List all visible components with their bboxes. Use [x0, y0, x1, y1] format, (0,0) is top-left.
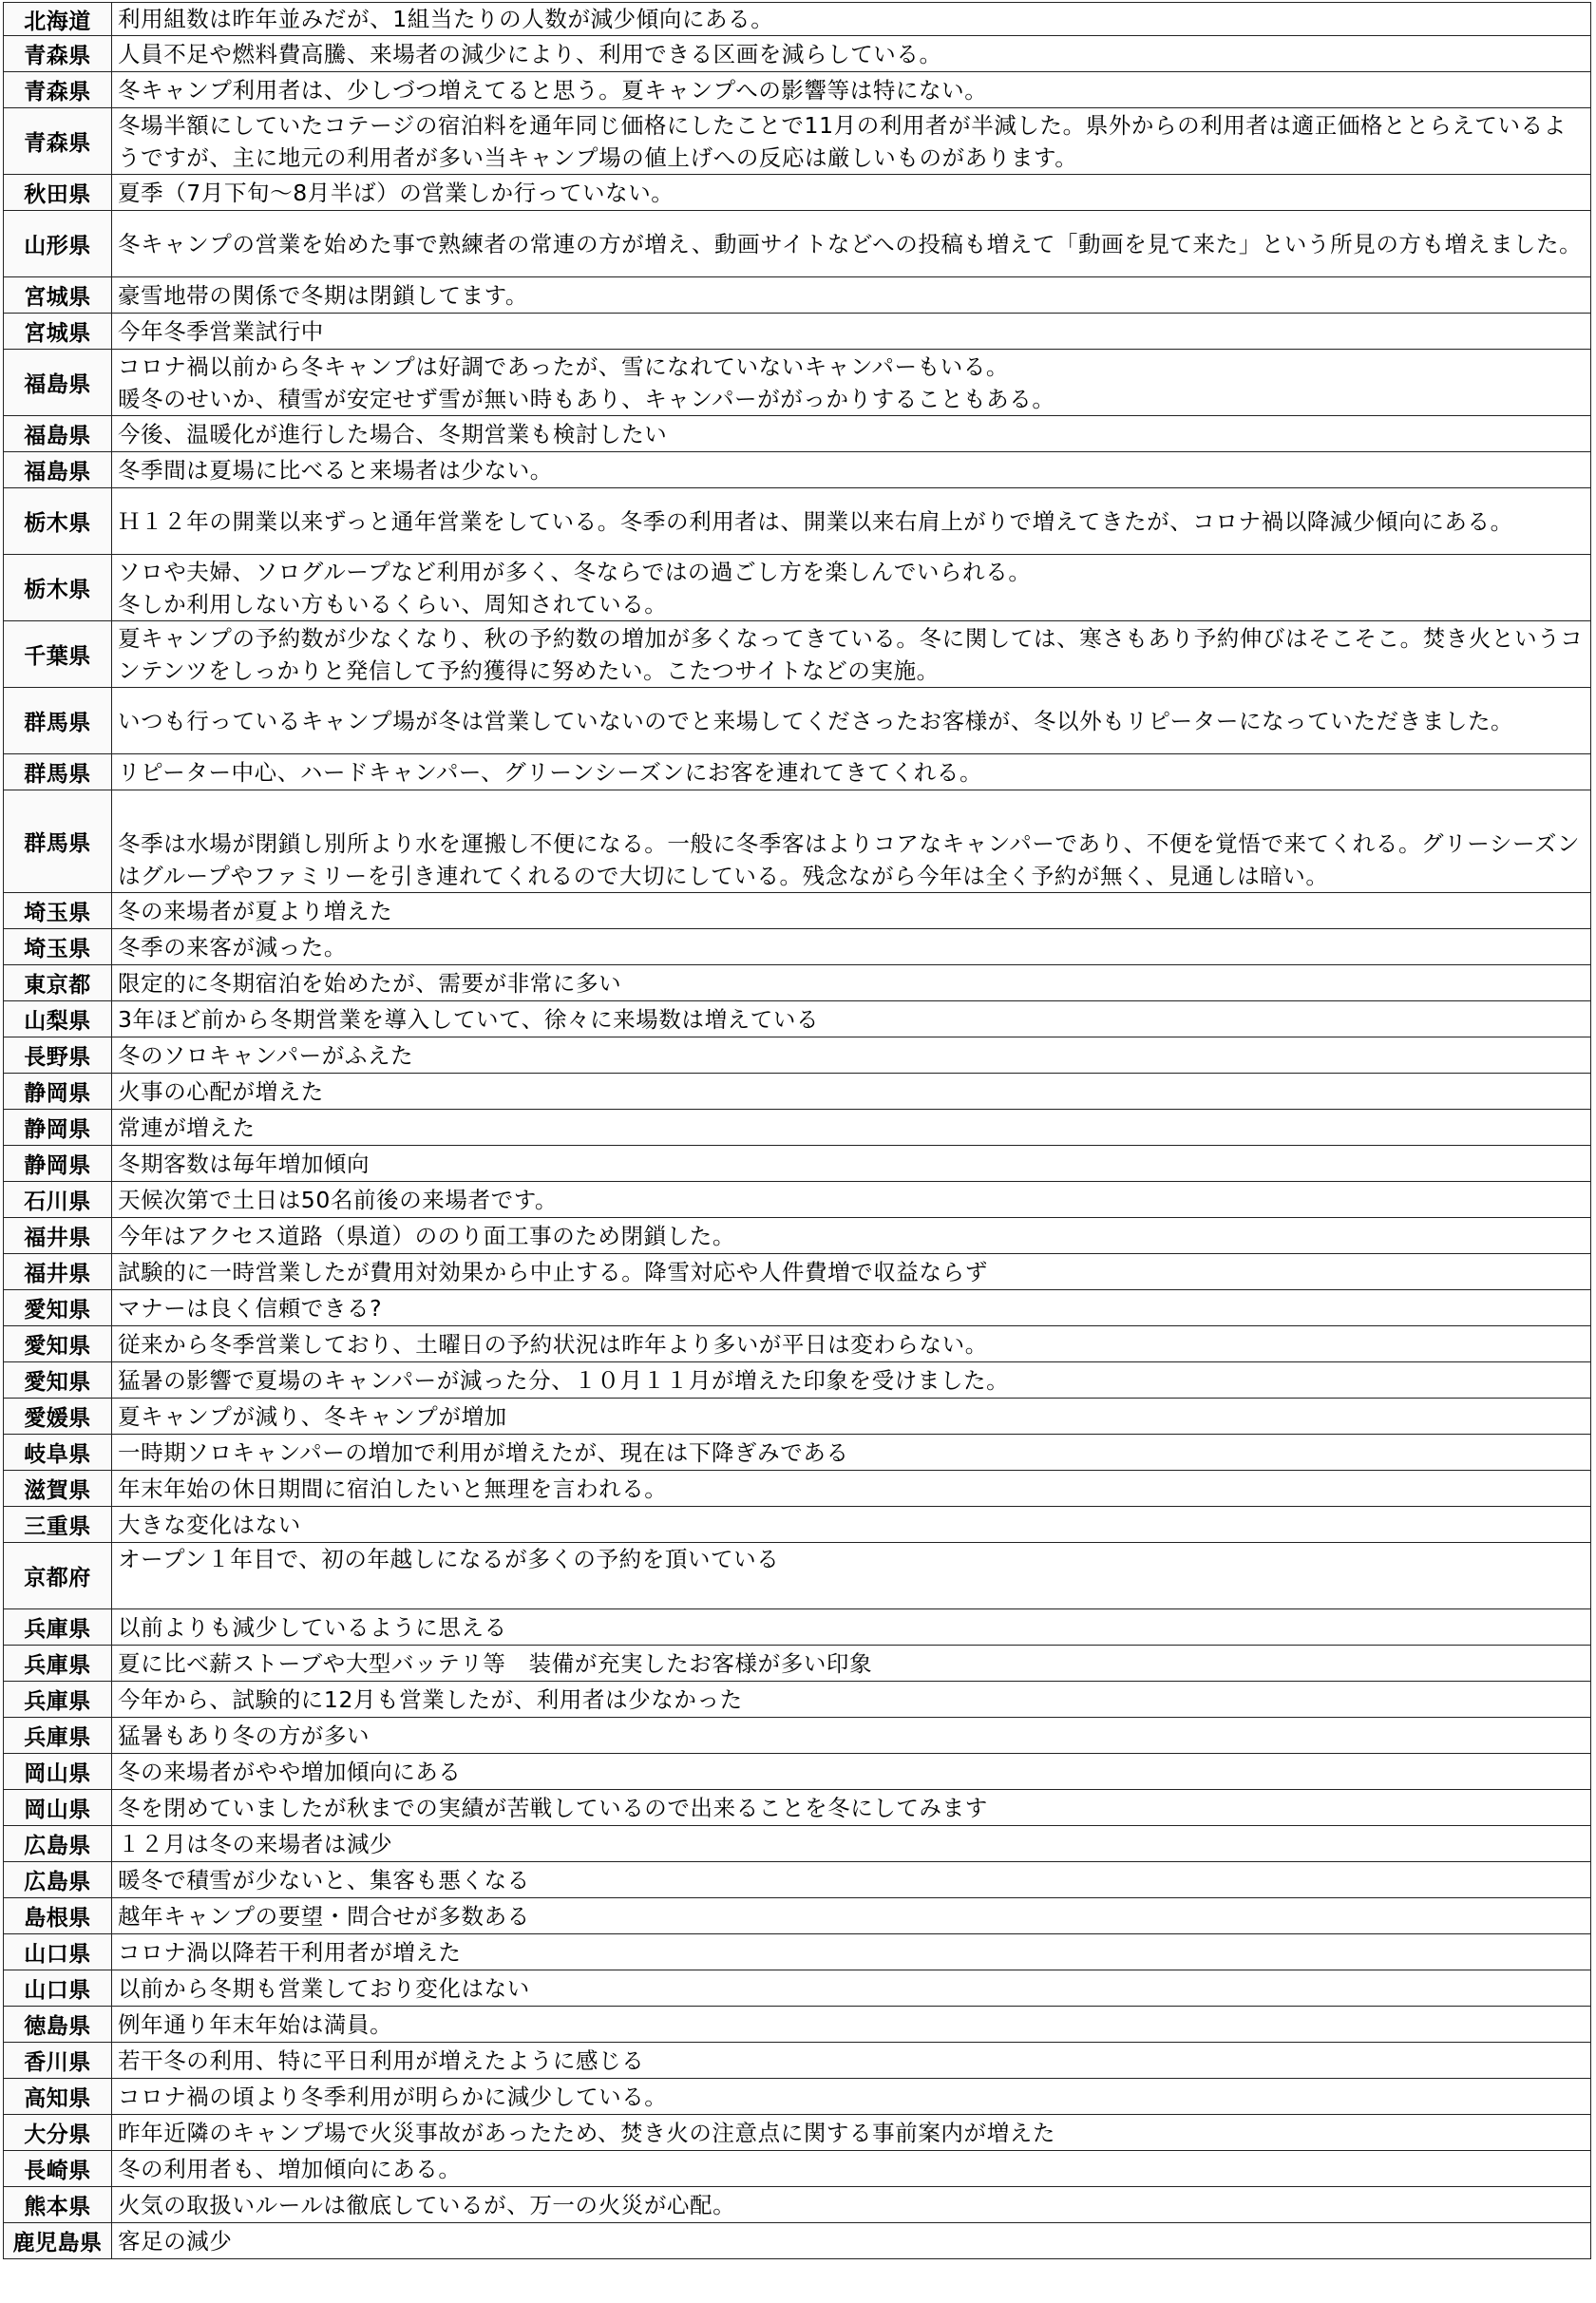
comment-cell: 客足の減少: [112, 2223, 1591, 2259]
comment-cell: 豪雪地帯の関係で冬期は閉鎖してます。: [112, 277, 1591, 314]
prefecture-cell: 愛知県: [4, 1326, 112, 1362]
comment-cell: いつも行っているキャンプ場が冬は営業していないのでと来場してくださったお客様が、冬以外もリピーターになっていただきました。: [112, 688, 1591, 754]
table-row: [4, 1507, 1591, 1543]
comment-cell: 常連が増えた: [112, 1110, 1591, 1146]
prefecture-cell: 埼玉県: [4, 929, 112, 965]
prefecture-cell: 愛知県: [4, 1362, 112, 1399]
table-row: [4, 211, 1591, 277]
prefecture-cell: 島根県: [4, 1898, 112, 1934]
comment-cell: 例年通り年末年始は満員。: [112, 2007, 1591, 2043]
table-row: [4, 2079, 1591, 2115]
prefecture-cell: 福島県: [4, 452, 112, 488]
prefecture-cell: 東京都: [4, 965, 112, 1001]
prefecture-cell: 滋賀県: [4, 1471, 112, 1507]
comment-cell: 冬季は水場が閉鎖し別所より水を運搬し不便になる。一般に冬季客はよりコアなキャンパーであり、不便を覚悟で来てくれる。グリーシーズンはグループやファミリーを引き連れてくれるので大切にしている。残念ながら今年は全く予約が無く、見通しは暗い。: [112, 790, 1591, 893]
table-row: [4, 2187, 1591, 2223]
table-row: [4, 36, 1591, 72]
prefecture-cell: 長野県: [4, 1037, 112, 1074]
table-row: [4, 2115, 1591, 2151]
table-row: [4, 1826, 1591, 1862]
comment-cell: 火事の心配が増えた: [112, 1074, 1591, 1110]
table-row: [4, 416, 1591, 452]
table-row: [4, 1182, 1591, 1218]
table-row: [4, 1609, 1591, 1646]
table-row: [4, 72, 1591, 108]
comment-cell: 今年から、試験的に12月も営業したが、利用者は少なかった: [112, 1682, 1591, 1718]
table-row: [4, 277, 1591, 314]
prefecture-cell: 秋田県: [4, 175, 112, 211]
prefecture-cell: 兵庫県: [4, 1646, 112, 1682]
table-row: [4, 1362, 1591, 1399]
prefecture-cell: 福島県: [4, 350, 112, 416]
table-row: [4, 1001, 1591, 1037]
table-row: [4, 1146, 1591, 1182]
table-row: [4, 790, 1591, 893]
prefecture-cell: 熊本県: [4, 2187, 112, 2223]
table-row: [4, 108, 1591, 175]
comment-cell: 以前から冬期も営業しており変化はない: [112, 1970, 1591, 2007]
comment-cell: 冬季の来客が減った。: [112, 929, 1591, 965]
comment-cell: コロナ渦以降若干利用者が増えた: [112, 1934, 1591, 1970]
prefecture-cell: 静岡県: [4, 1110, 112, 1146]
table-row: [4, 555, 1591, 621]
table-row: [4, 1646, 1591, 1682]
comment-cell: 一時期ソロキャンパーの増加で利用が増えたが、現在は下降ぎみである: [112, 1435, 1591, 1471]
table-row: [4, 2043, 1591, 2079]
prefecture-cell: 岡山県: [4, 1790, 112, 1826]
prefecture-cell: 高知県: [4, 2079, 112, 2115]
table-row: [4, 314, 1591, 350]
comment-cell: 冬を閉めていましたが秋までの実績が苦戦しているので出来ることを冬にしてみます: [112, 1790, 1591, 1826]
prefecture-cell: 栃木県: [4, 488, 112, 555]
comment-cell: 若干冬の利用、特に平日利用が増えたように感じる: [112, 2043, 1591, 2079]
table-row: [4, 1399, 1591, 1435]
comment-cell: 夏キャンプが減り、冬キャンプが増加: [112, 1399, 1591, 1435]
prefecture-cell: 広島県: [4, 1862, 112, 1898]
table-row: [4, 1790, 1591, 1826]
prefecture-cell: 群馬県: [4, 790, 112, 893]
table-row: [4, 1435, 1591, 1471]
prefecture-cell: 香川県: [4, 2043, 112, 2079]
prefecture-cell: 兵庫県: [4, 1609, 112, 1646]
table-row: [4, 452, 1591, 488]
comment-cell: 今年はアクセス道路（県道）ののり面工事のため閉鎖した。: [112, 1218, 1591, 1254]
comment-cell: Ｈ１２年の開業以来ずっと通年営業をしている。冬季の利用者は、開業以来右肩上がりで増えてきたが、コロナ禍以降減少傾向にある。: [112, 488, 1591, 555]
comment-cell: 以前よりも減少しているように思える: [112, 1609, 1591, 1646]
comment-cell: 利用組数は昨年並みだが、1組当たりの人数が減少傾向にある。: [112, 3, 1591, 36]
prefecture-cell: 岐阜県: [4, 1435, 112, 1471]
comment-cell: マナーは良く信頼できる?: [112, 1290, 1591, 1326]
comment-cell: １２月は冬の来場者は減少: [112, 1826, 1591, 1862]
table-row: [4, 1754, 1591, 1790]
comment-cell: 年末年始の休日期間に宿泊したいと無理を言われる。: [112, 1471, 1591, 1507]
comment-cell: 試験的に一時営業したが費用対効果から中止する。降雪対応や人件費増で収益ならず: [112, 1254, 1591, 1290]
table-row: [4, 929, 1591, 965]
prefecture-cell: 兵庫県: [4, 1718, 112, 1754]
prefecture-cell: 山口県: [4, 1970, 112, 2007]
comment-cell: 冬キャンプ利用者は、少しづつ増えてると思う。夏キャンプへの影響等は特にない。: [112, 72, 1591, 108]
prefecture-cell: 千葉県: [4, 621, 112, 688]
comment-cell: 大きな変化はない: [112, 1507, 1591, 1543]
comment-cell: 夏季（7月下旬〜8月半ば）の営業しか行っていない。: [112, 175, 1591, 211]
table-row: [4, 1862, 1591, 1898]
prefecture-cell: 長崎県: [4, 2151, 112, 2187]
table-row: [4, 1898, 1591, 1934]
comment-cell: 夏キャンプの予約数が少なくなり、秋の予約数の増加が多くなってきている。冬に関しては、寒さもあり予約伸びはそこそこ。焚き火というコンテンツをしっかりと発信して予約獲得に努めたい。こたつサイトなどの実施。: [112, 621, 1591, 688]
table-row: [4, 488, 1591, 555]
prefecture-cell: 広島県: [4, 1826, 112, 1862]
comment-cell: 越年キャンプの要望・問合せが多数ある: [112, 1898, 1591, 1934]
comment-cell: リピーター中心、ハードキャンパー、グリーンシーズンにお客を連れてきてくれる。: [112, 754, 1591, 790]
prefecture-cell: 徳島県: [4, 2007, 112, 2043]
prefecture-cell: 三重県: [4, 1507, 112, 1543]
prefecture-cell: 山梨県: [4, 1001, 112, 1037]
table-row: [4, 1543, 1591, 1609]
table-row: [4, 1326, 1591, 1362]
table-row: [4, 893, 1591, 929]
comment-cell: 今後、温暖化が進行した場合、冬期営業も検討したい: [112, 416, 1591, 452]
prefecture-cell: 岡山県: [4, 1754, 112, 1790]
table-row: [4, 175, 1591, 211]
comment-cell: 冬期客数は毎年増加傾向: [112, 1146, 1591, 1182]
table-row: [4, 754, 1591, 790]
comments-table-body: [4, 3, 1591, 2259]
table-row: [4, 1218, 1591, 1254]
comment-cell: 冬場半額にしていたコテージの宿泊料を通年同じ価格にしたことで11月の利用者が半減した。県外からの利用者は適正価格ととらえているようですが、主に地元の利用者が多い当キャンプ場の値上げへの反応は厳しいものがあります。: [112, 108, 1591, 175]
comment-cell: 夏に比べ薪ストーブや大型バッテリ等 装備が充実したお客様が多い印象: [112, 1646, 1591, 1682]
comment-cell: 従来から冬季営業しており、土曜日の予約状況は昨年より多いが平日は変わらない。: [112, 1326, 1591, 1362]
comment-cell: 暖冬で積雪が少ないと、集客も悪くなる: [112, 1862, 1591, 1898]
comment-cell: 冬の利用者も、増加傾向にある。: [112, 2151, 1591, 2187]
prefecture-cell: 青森県: [4, 36, 112, 72]
prefecture-cell: 静岡県: [4, 1074, 112, 1110]
prefecture-cell: 大分県: [4, 2115, 112, 2151]
prefecture-cell: 山口県: [4, 1934, 112, 1970]
prefecture-cell: 福井県: [4, 1254, 112, 1290]
comment-cell: 冬の来場者がやや増加傾向にある: [112, 1754, 1591, 1790]
prefecture-cell: 京都府: [4, 1543, 112, 1609]
prefecture-cell: 福井県: [4, 1218, 112, 1254]
comment-cell: 天候次第で土日は50名前後の来場者です。: [112, 1182, 1591, 1218]
table-row: [4, 1290, 1591, 1326]
table-row: [4, 1037, 1591, 1074]
table-row: [4, 1970, 1591, 2007]
comment-cell: 猛暑もあり冬の方が多い: [112, 1718, 1591, 1754]
prefecture-cell: 宮城県: [4, 277, 112, 314]
table-row: [4, 621, 1591, 688]
comment-cell: 冬季間は夏場に比べると来場者は少ない。: [112, 452, 1591, 488]
comment-cell: 冬の来場者が夏より増えた: [112, 893, 1591, 929]
table-row: [4, 1471, 1591, 1507]
table-row: [4, 1682, 1591, 1718]
comment-cell: 火気の取扱いルールは徹底しているが、万一の火災が心配。: [112, 2187, 1591, 2223]
prefecture-cell: 埼玉県: [4, 893, 112, 929]
table-row: [4, 2151, 1591, 2187]
prefecture-cell: 群馬県: [4, 688, 112, 754]
comment-cell: 猛暑の影響で夏場のキャンパーが減った分、１０月１１月が増えた印象を受けました。: [112, 1362, 1591, 1399]
comment-cell: 昨年近隣のキャンプ場で火災事故があったため、焚き火の注意点に関する事前案内が増えた: [112, 2115, 1591, 2151]
comment-cell: コロナ禍の頃より冬季利用が明らかに減少している。: [112, 2079, 1591, 2115]
comment-cell: オープン１年目で、初の年越しになるが多くの予約を頂いている: [112, 1543, 1591, 1609]
comment-cell: 3年ほど前から冬期営業を導入していて、徐々に来場数は増えている: [112, 1001, 1591, 1037]
prefecture-cell: 北海道: [4, 3, 112, 36]
survey-comments-table: [3, 2, 1591, 2259]
prefecture-cell: 愛媛県: [4, 1399, 112, 1435]
table-row: [4, 1110, 1591, 1146]
table-row: [4, 1934, 1591, 1970]
table-row: [4, 1074, 1591, 1110]
table-row: [4, 2223, 1591, 2259]
comment-cell: 今年冬季営業試行中: [112, 314, 1591, 350]
prefecture-cell: 福島県: [4, 416, 112, 452]
comment-cell: 限定的に冬期宿泊を始めたが、需要が非常に多い: [112, 965, 1591, 1001]
prefecture-cell: 青森県: [4, 108, 112, 175]
table-row: [4, 965, 1591, 1001]
prefecture-cell: 青森県: [4, 72, 112, 108]
table-row: [4, 1718, 1591, 1754]
prefecture-cell: 鹿児島県: [4, 2223, 112, 2259]
prefecture-cell: 宮城県: [4, 314, 112, 350]
comment-cell: 人員不足や燃料費高騰、来場者の減少により、利用できる区画を減らしている。: [112, 36, 1591, 72]
prefecture-cell: 群馬県: [4, 754, 112, 790]
table-row: [4, 1254, 1591, 1290]
comment-cell: コロナ禍以前から冬キャンプは好調であったが、雪になれていないキャンパーもいる。 暖冬のせいか、積雪が安定せず雪が無い時もあり、キャンパーががっかりすることもある。: [112, 350, 1591, 416]
table-row: [4, 350, 1591, 416]
prefecture-cell: 愛知県: [4, 1290, 112, 1326]
comment-cell: 冬のソロキャンパーがふえた: [112, 1037, 1591, 1074]
prefecture-cell: 兵庫県: [4, 1682, 112, 1718]
table-row: [4, 2007, 1591, 2043]
prefecture-cell: 栃木県: [4, 555, 112, 621]
prefecture-cell: 静岡県: [4, 1146, 112, 1182]
table-row: [4, 3, 1591, 36]
comment-cell: 冬キャンプの営業を始めた事で熟練者の常連の方が増え、動画サイトなどへの投稿も増えて「動画を見て来た」という所見の方も増えました。: [112, 211, 1591, 277]
prefecture-cell: 山形県: [4, 211, 112, 277]
table-row: [4, 688, 1591, 754]
comment-cell: ソロや夫婦、ソログループなど利用が多く、冬ならではの過ごし方を楽しんでいられる。 冬しか利用しない方もいるくらい、周知されている。: [112, 555, 1591, 621]
prefecture-cell: 石川県: [4, 1182, 112, 1218]
